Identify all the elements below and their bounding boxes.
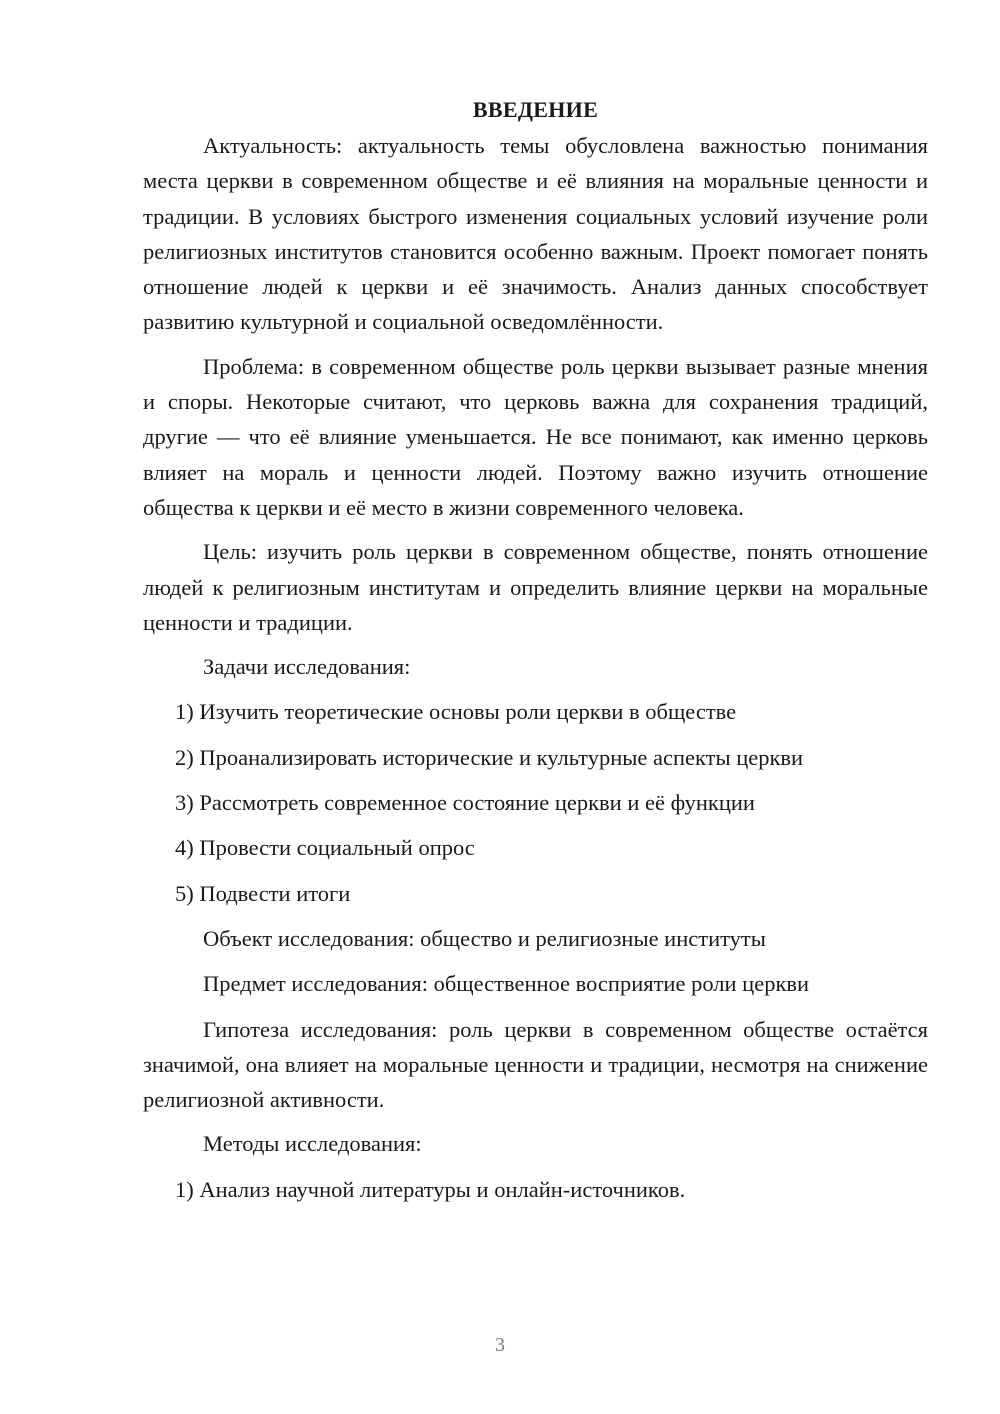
task-item: 1) Изучить теоретические основы роли церкви в обществе <box>175 699 737 725</box>
research-subject: Предмет исследования: общественное восприятие роли церкви <box>203 971 810 997</box>
goal-paragraph: Цель: изучить роль церкви в современном обществе, понять отношение людей к религиозным институтам и определить влияние церкви на моральные ценности и традиции. <box>143 539 928 635</box>
task-item: 5) Подвести итоги <box>175 880 351 906</box>
task-item: 2) Проанализировать исторические и культурные аспекты церкви <box>175 744 804 770</box>
problem-paragraph: Проблема: в современном обществе роль церкви вызывает разные мнения и споры. Некоторые считают, что церковь важна для сохранения традиций, другие — что её влияние уменьшается. Не все понимают, как именно церковь влияет на мораль и ценности людей. Поэтому важно изучить отношение общества к церкви и её место в жизни современного человека. <box>143 353 928 520</box>
hypothesis-paragraph: Гипотеза исследования: роль церкви в современном обществе остаётся значимой, она влияет на моральные ценности и традиции, несмотря на снижение религиозной активности. <box>143 1016 928 1113</box>
page-number: 3 <box>495 1334 505 1356</box>
methods-list <box>143 1172 928 1207</box>
relevance-paragraph: Актуальность: актуальность темы обусловлена важностью понимания места церкви в современном обществе и её влияния на моральные ценности и традиции. В условиях быстрого изменения социальных условий изучение роли религиозных институтов становится особенно важным. Проект помогает понять отношение людей к церкви и её значимость. Анализ данных способствует развитию культурной и социальной осведомлённости. <box>143 133 928 335</box>
tasks-title: Задачи исследования: <box>203 654 411 680</box>
research-object: Объект исследования: общество и религиозные институты <box>203 925 766 951</box>
method-item: 1) Анализ научной литературы и онлайн-источников. <box>175 1176 686 1202</box>
section-heading: ВВЕДЕНИЕ <box>472 97 599 122</box>
methods-title: Методы исследования: <box>203 1131 422 1157</box>
tasks-list <box>143 694 928 910</box>
task-item: 3) Рассмотреть современное состояние церкви и её функции <box>175 790 755 816</box>
document-page <box>143 92 928 1217</box>
task-item: 4) Провести социальный опрос <box>175 835 475 861</box>
